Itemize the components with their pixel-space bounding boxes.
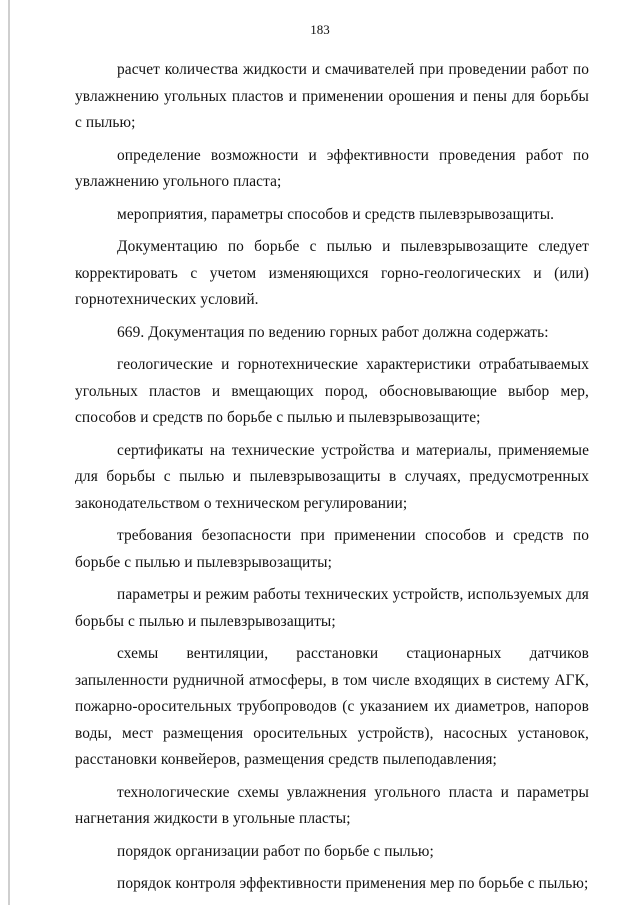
paragraph: Документацию по борьбе с пылью и пылевзрывозащите следует корректировать с учетом изменяющихся горно-геологических и (или) горнотехнических условий. xyxy=(75,238,589,308)
paragraph: порядок организации работ по борьбе с пылью; xyxy=(117,842,434,860)
paragraph: определение возможности и эффективности проведения работ по увлажнению угольного пласта; xyxy=(75,146,589,190)
paragraph: геологические и горнотехнические характеристики отрабатываемых угольных пластов и вмещающих пород, обосновывающие выбор мер, способов и средств по борьбе с пылью и пылевзрывозащите; xyxy=(75,356,589,426)
paragraph: мероприятия, параметры способов и средств пылевзрывозащиты. xyxy=(117,205,555,223)
paragraph: расчет количества жидкости и смачивателей при проведении работ по увлажнению угольных пластов и применении орошения и пены для борьбы с пылью; xyxy=(75,61,589,131)
paragraph: требования безопасности при применении способов и средств по борьбе с пылью и пылевзрывозащиты; xyxy=(75,527,589,571)
document-body xyxy=(75,57,589,904)
paragraph: порядок контроля эффективности применения мер по борьбе с пылью; xyxy=(117,875,589,892)
paragraph: сертификаты на технические устройства и материалы, применяемые для борьбы с пылью и пылевзрывозащиты в случаях, предусмотренных законодательством о техническом регулировании; xyxy=(75,441,589,512)
paragraph: 669. Документация по ведению горных работ должна содержать: xyxy=(117,323,549,341)
page-edge-line xyxy=(8,0,10,905)
paragraph: схемы вентиляции, расстановки стационарных датчиков запыленности рудничной атмосферы, в том числе входящих в систему АГК, пожарно-оросительных трубопроводов (с указанием их диаметров, напоров воды, мест размещения оросительных устройств), насосных установок, расстановки конвейеров, размещения средств пылеподавления; xyxy=(75,645,589,768)
paragraph: технологические схемы увлажнения угольного пласта и параметры нагнетания жидкости в угольные пласты; xyxy=(75,783,589,827)
paragraph: параметры и режим работы технических устройств, используемых для борьбы с пылью и пылевзрывозащиты; xyxy=(75,586,589,630)
page-number: 183 xyxy=(310,22,330,37)
